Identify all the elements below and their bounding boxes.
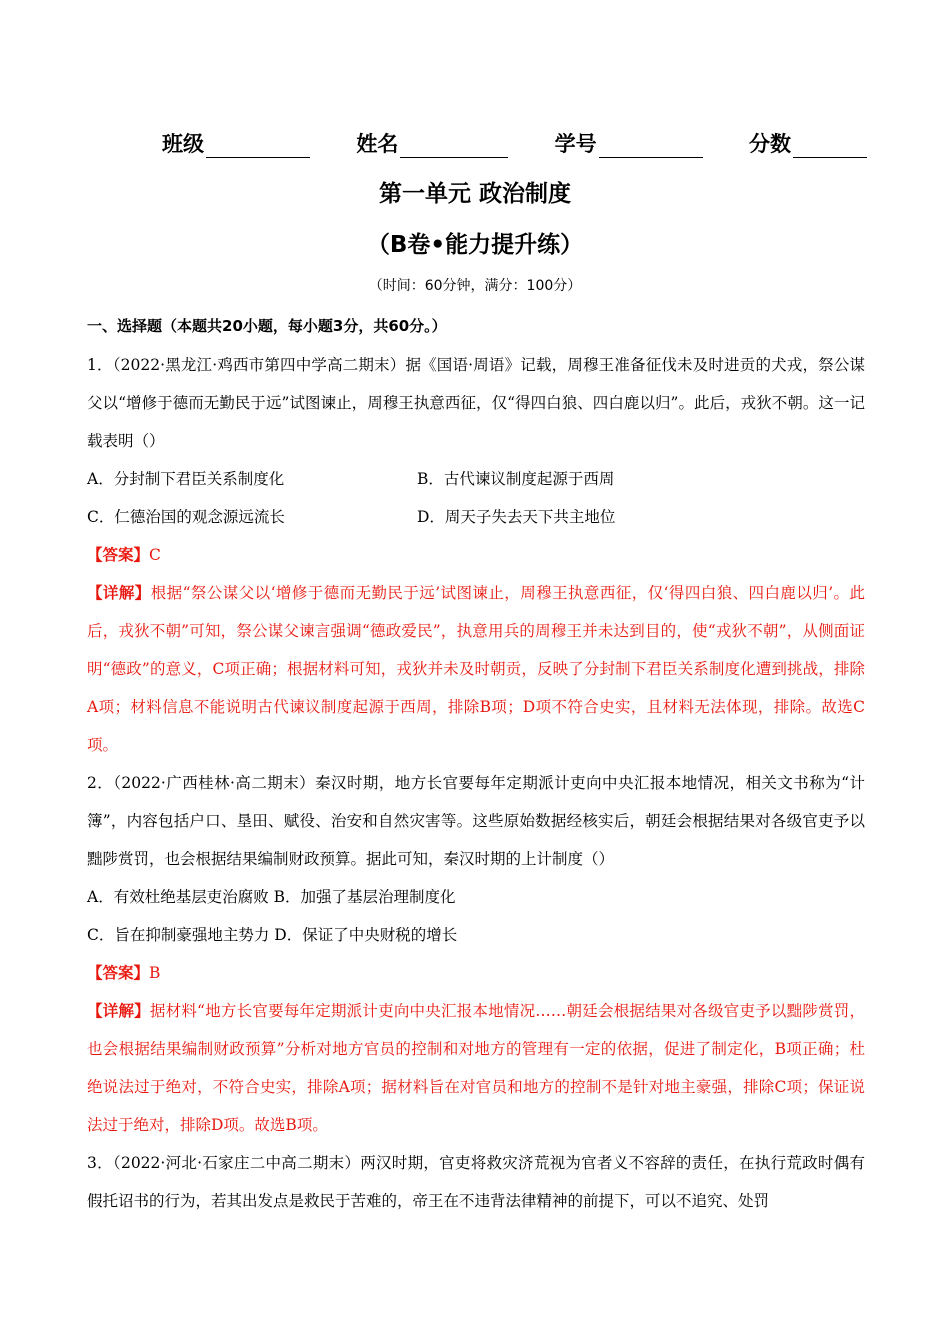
- class-field: [162, 124, 310, 158]
- answer-value: B: [149, 964, 161, 982]
- detail-paragraph: [87, 992, 865, 1144]
- question-3: [87, 1144, 865, 1220]
- options-row-1: A．有效杜绝基层吏治腐败 B．加强了基层治理制度化: [87, 888, 456, 906]
- option-a: A．分封制下君臣关系制度化: [87, 470, 285, 488]
- detail-paragraph: [87, 574, 865, 764]
- name-label: 姓名: [356, 132, 399, 156]
- options-row-2: C．旨在抑制豪强地主势力 D．保证了中央财税的增长: [87, 926, 458, 944]
- class-label: 班级: [162, 132, 204, 156]
- question-stem: 2．（2022·广西桂林·高二期末）秦汉时期，地方长官要每年定期派计吏向中央汇报本地情况，相关文书称为“计簿”，内容包括户口、垦田、赋役、治安和自然灾害等。这些原始数据经核实后，朝廷会根据结果对各级官吏予以黜陟赏罚，也会根据结果编制财政预算。据此可知，秦汉时期的上计制度（）: [87, 774, 865, 868]
- detail-text: 根据“祭公谋父以‘增修于德而无勤民于远’试图谏止，周穆王执意西征，仅‘得四白狼、四白鹿以归’。此后，戎狄不朝”可知，祭公谋父谏言强调“德政爱民”，执意用兵的周穆王并未达到目的，使“戎狄不朝”，从侧面证明“德政”的意义，C项正确；根据材料可知，戎狄并未及时朝贡，反映了分封制下君臣关系制度化遭到挑战，排除A项；材料信息不能说明古代谏议制度起源于西周，排除B项；D项不符合史实，且材料无法体现，排除。故选C项。: [87, 584, 865, 754]
- detail-tag: 【详解】: [87, 584, 151, 602]
- question-stem: 3．（2022·河北·石家庄二中高二期末）两汉时期，官吏将救灾济荒视为官者义不容辞的责任，在执行荒政时偶有假托诏书的行为，若其出发点是救民于苦难的，帝王在不违背法律精神的前提下，可以不追究、处罚: [87, 1154, 865, 1210]
- student-id-field: [555, 124, 703, 158]
- option-d: D．周天子失去天下共主地位: [417, 508, 616, 526]
- answer-tag: 【答案】: [87, 546, 150, 564]
- question-1: [87, 346, 865, 764]
- question-stem: 1．（2022·黑龙江·鸡西市第四中学高二期末）据《国语·周语》记载，周穆王准备征伐未及时进贡的犬戎，祭公谋父以“增修于德而无勤民于远”试图谏止，周穆王执意西征，仅“得四白狼、四白鹿以归”。此后，戎狄不朝。这一记载表明（）: [87, 356, 865, 450]
- answer-tag: 【答案】: [87, 964, 150, 982]
- option-b: B．古代谏议制度起源于西周: [417, 470, 615, 488]
- section-heading: 一、选择题（本题共20小题，每小题3分，共60分。）: [87, 317, 447, 335]
- exam-info: （时间：60分钟，满分：100分）: [368, 278, 582, 294]
- student-info-fields: [162, 124, 867, 158]
- class-blank: [206, 135, 310, 158]
- name-field: [356, 124, 508, 158]
- score-blank: [793, 135, 867, 158]
- question-2: [87, 764, 865, 1144]
- name-blank: [400, 135, 508, 158]
- score-field: [749, 124, 867, 158]
- score-label: 分数: [748, 132, 791, 156]
- options: [87, 460, 865, 536]
- student-id-label: 学号: [554, 132, 597, 156]
- answer-line: [87, 954, 865, 992]
- page-subtitle: （B卷•能力提升练）: [366, 232, 584, 258]
- detail-text: 据材料“地方长官要每年定期派计吏向中央汇报本地情况……朝廷会根据结果对各级官吏予以黜陟赏罚，也会根据结果编制财政预算”分析对地方官员的控制和对地方的管理有一定的依据，促进了制定化，B项正确；杜绝说法过于绝对，不符合史实，排除A项；据材料旨在对官员和地方的控制不是针对地主豪强，排除C项；保证说法过于绝对，排除D项。故选B项。: [87, 1002, 865, 1134]
- detail-tag: 【详解】: [87, 1002, 150, 1020]
- page-title: 第一单元 政治制度: [378, 181, 571, 207]
- answer-value: C: [149, 546, 161, 564]
- option-c: C．仁德治国的观念源远流长: [87, 508, 285, 526]
- student-id-blank: [599, 135, 703, 158]
- answer-line: [87, 536, 865, 574]
- questions-content: [87, 312, 865, 1220]
